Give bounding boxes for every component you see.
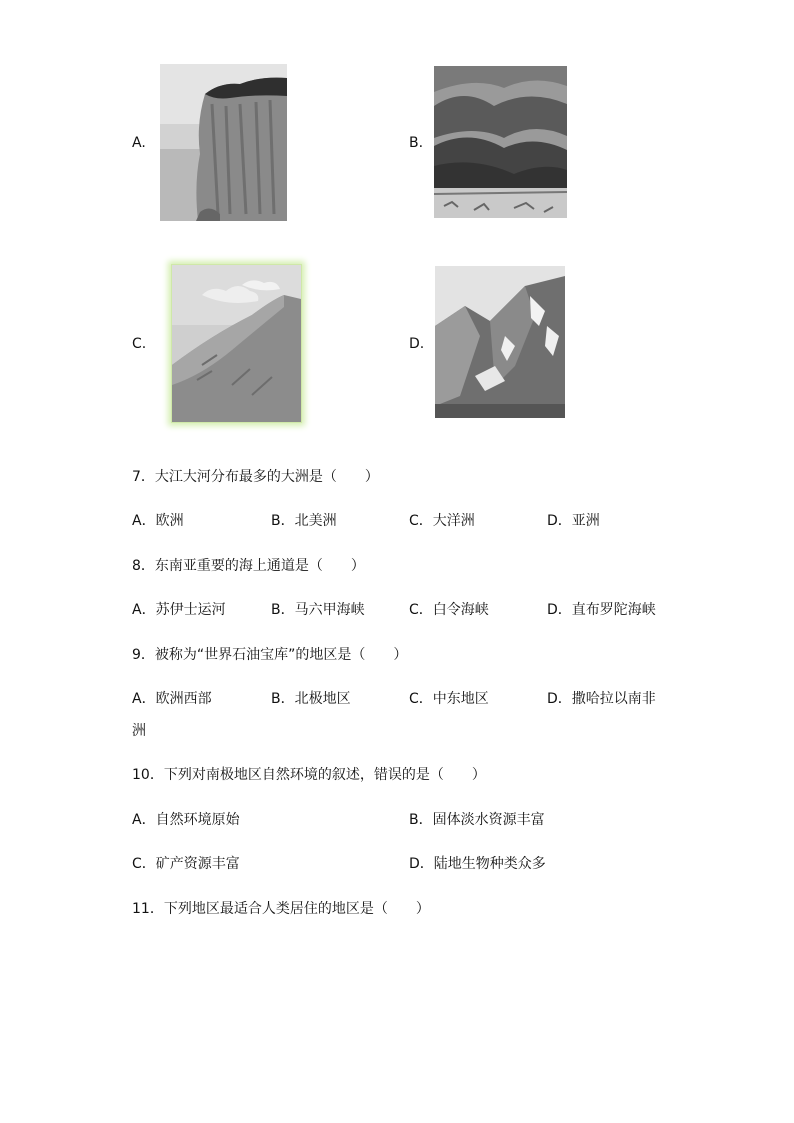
question-8-option-a: A．苏伊士运河 bbox=[132, 602, 226, 618]
question-7-option-d: D．亚洲 bbox=[547, 513, 600, 529]
question-stem-8: 8．东南亚重要的海上通道是（ ） bbox=[132, 558, 365, 574]
question-10-option-c: C．矿产资源丰富 bbox=[132, 856, 240, 872]
question-8-option-c: C．白令海峡 bbox=[409, 602, 489, 618]
question-7-option-b: B．北美洲 bbox=[271, 513, 337, 529]
question-10-option-d: D．陆地生物种类众多 bbox=[409, 856, 546, 872]
question-stem-11: 11．下列地区最适合人类居住的地区是（ ） bbox=[132, 901, 430, 917]
question-10-option-b: B．固体淡水资源丰富 bbox=[409, 812, 545, 828]
question-stem-9: 9．被称为“世界石油宝库”的地区是（ ） bbox=[132, 647, 408, 663]
question-9-option-d: D．撒哈拉以南非 bbox=[547, 691, 656, 707]
hills-photo bbox=[434, 66, 567, 218]
question-9-option-d-wrap: 洲 bbox=[132, 723, 146, 739]
question-8-option-d: D．直布罗陀海峡 bbox=[547, 602, 656, 618]
question-stem-10: 10．下列对南极地区自然环境的叙述，错误的是（ ） bbox=[132, 767, 486, 783]
snowy-peaks-photo bbox=[435, 266, 565, 418]
question-8-option-b: B．马六甲海峡 bbox=[271, 602, 365, 618]
image-option-label-d: D. bbox=[409, 336, 425, 352]
question-9-option-a: A．欧洲西部 bbox=[132, 691, 212, 707]
image-option-label-b: B. bbox=[409, 135, 424, 151]
question-stem-7: 7．大江大河分布最多的大洲是（ ） bbox=[132, 469, 379, 485]
question-9-option-c: C．中东地区 bbox=[409, 691, 489, 707]
image-option-label-c: C. bbox=[132, 336, 147, 352]
mountain-ridge-photo bbox=[171, 264, 302, 423]
image-option-label-a: A. bbox=[132, 135, 146, 151]
question-9-option-b: B．北极地区 bbox=[271, 691, 351, 707]
question-7-option-a: A．欧洲 bbox=[132, 513, 184, 529]
question-7-option-c: C．大洋洲 bbox=[409, 513, 475, 529]
question-10-option-a: A．自然环境原始 bbox=[132, 812, 240, 828]
sea-cliff-photo bbox=[160, 64, 287, 221]
